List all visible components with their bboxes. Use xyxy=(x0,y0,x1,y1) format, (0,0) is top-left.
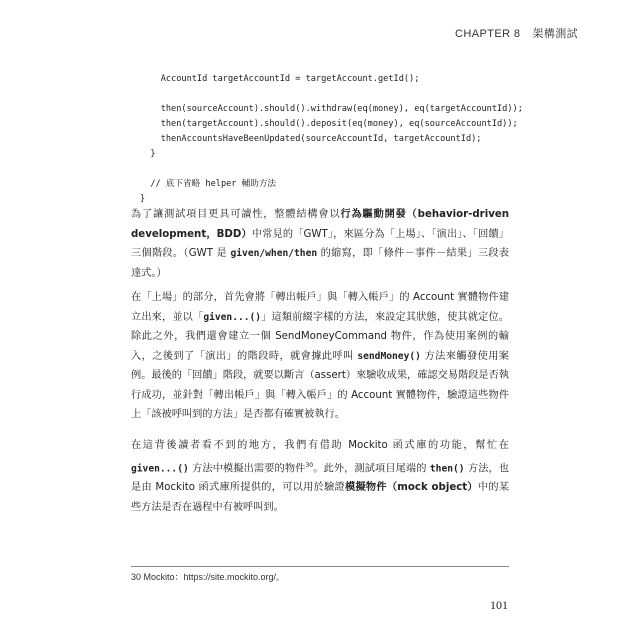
bold-term: 行為驅動開發（behavior-driven development，BDD） xyxy=(131,209,510,240)
footnote: 30 Mockito：https://site.mockito.org/。 xyxy=(131,572,286,582)
chapter-title: 架構測試 xyxy=(532,28,578,40)
paragraph-text: 」這類前綴字樣的方法，來設定其狀態，使其就定位。除此之外，我們還會建立一個 SendMoneyCommand 物件，作為使用案例的輸入，之後到了「演出」的階段時，就會據此呼叫 xyxy=(131,311,509,362)
paragraph-text: 在「上場」的部分，首先會將「轉出帳戶」與「轉入帳戶」的 Account 實體物件建立出來，並以「 xyxy=(131,292,509,323)
bold-term: 模擬物件（mock object） xyxy=(345,482,478,494)
code-line xyxy=(140,87,523,102)
footnote-ref: 30 xyxy=(305,461,314,469)
running-header xyxy=(455,25,578,41)
paragraph-text: 中的某些方法是否在過程中有被呼叫到。 xyxy=(131,482,510,513)
footnote-divider xyxy=(131,566,509,567)
page-number: 101 xyxy=(490,598,508,612)
code-line: then(sourceAccount).should().withdraw(eq(money), eq(targetAccountId)); xyxy=(140,104,523,114)
paragraph-bdd xyxy=(131,205,509,283)
inline-code: given/when/then xyxy=(230,248,318,259)
paragraph-text: 。此外，測試項目尾端的 xyxy=(313,462,427,474)
inline-code: given...() xyxy=(131,462,189,474)
code-line: } xyxy=(140,149,156,159)
paragraph-text: 在這背後讀者看不到的地方，我們有借助 Mockito 函式庫的功能，幫忙在 xyxy=(131,440,509,451)
code-line: // 底下省略 helper 輔助方法 xyxy=(140,179,277,189)
paragraph-mockito xyxy=(131,436,509,517)
code-line: AccountId targetAccountId = targetAccount.getId(); xyxy=(140,74,420,84)
inline-code: given...() xyxy=(203,311,262,323)
code-line: then(targetAccount).should().deposit(eq(money), eq(sourceAccountId)); xyxy=(140,119,518,129)
code-line: thenAccountsHaveBeenUpdated(sourceAccountId, targetAccountId); xyxy=(140,134,482,144)
paragraph-text: 方法，也是由 Mockito 函式庫所提供的，可以用於驗證 xyxy=(131,462,509,494)
paragraph-text: 中常見的「GWT」，來區分為「上場」、「演出」、「回饋」三個階段。（GWT 是 xyxy=(131,228,509,259)
inline-code: then() xyxy=(429,462,465,474)
inline-code: sendMoney() xyxy=(357,350,421,362)
code-line xyxy=(140,162,523,177)
code-line: } xyxy=(140,194,146,204)
paragraph-text: 方法來觸發使用案例。最後的「回饋」階段，就要以斷言（assert）來驗收成果，確認交易階段是否執行成功，並針對「轉出帳戶」與「轉入帳戶」的 Account 實體物件，驗證這些物件上「該被呼叫到的方法」是否都有確實被執行。 xyxy=(131,350,509,420)
code-block xyxy=(140,72,523,207)
paragraph-text: 為了讓測試項目更具可讀性，整體結構會以 xyxy=(131,209,341,220)
paragraph-text: 方法中模擬出需要的物件 xyxy=(192,462,306,474)
paragraph-given-phase xyxy=(131,288,509,425)
chapter-label: CHAPTER 8 xyxy=(455,28,521,40)
paragraph-text: 的縮寫，即「條件－事件－結果」三段表達式。） xyxy=(131,248,509,279)
